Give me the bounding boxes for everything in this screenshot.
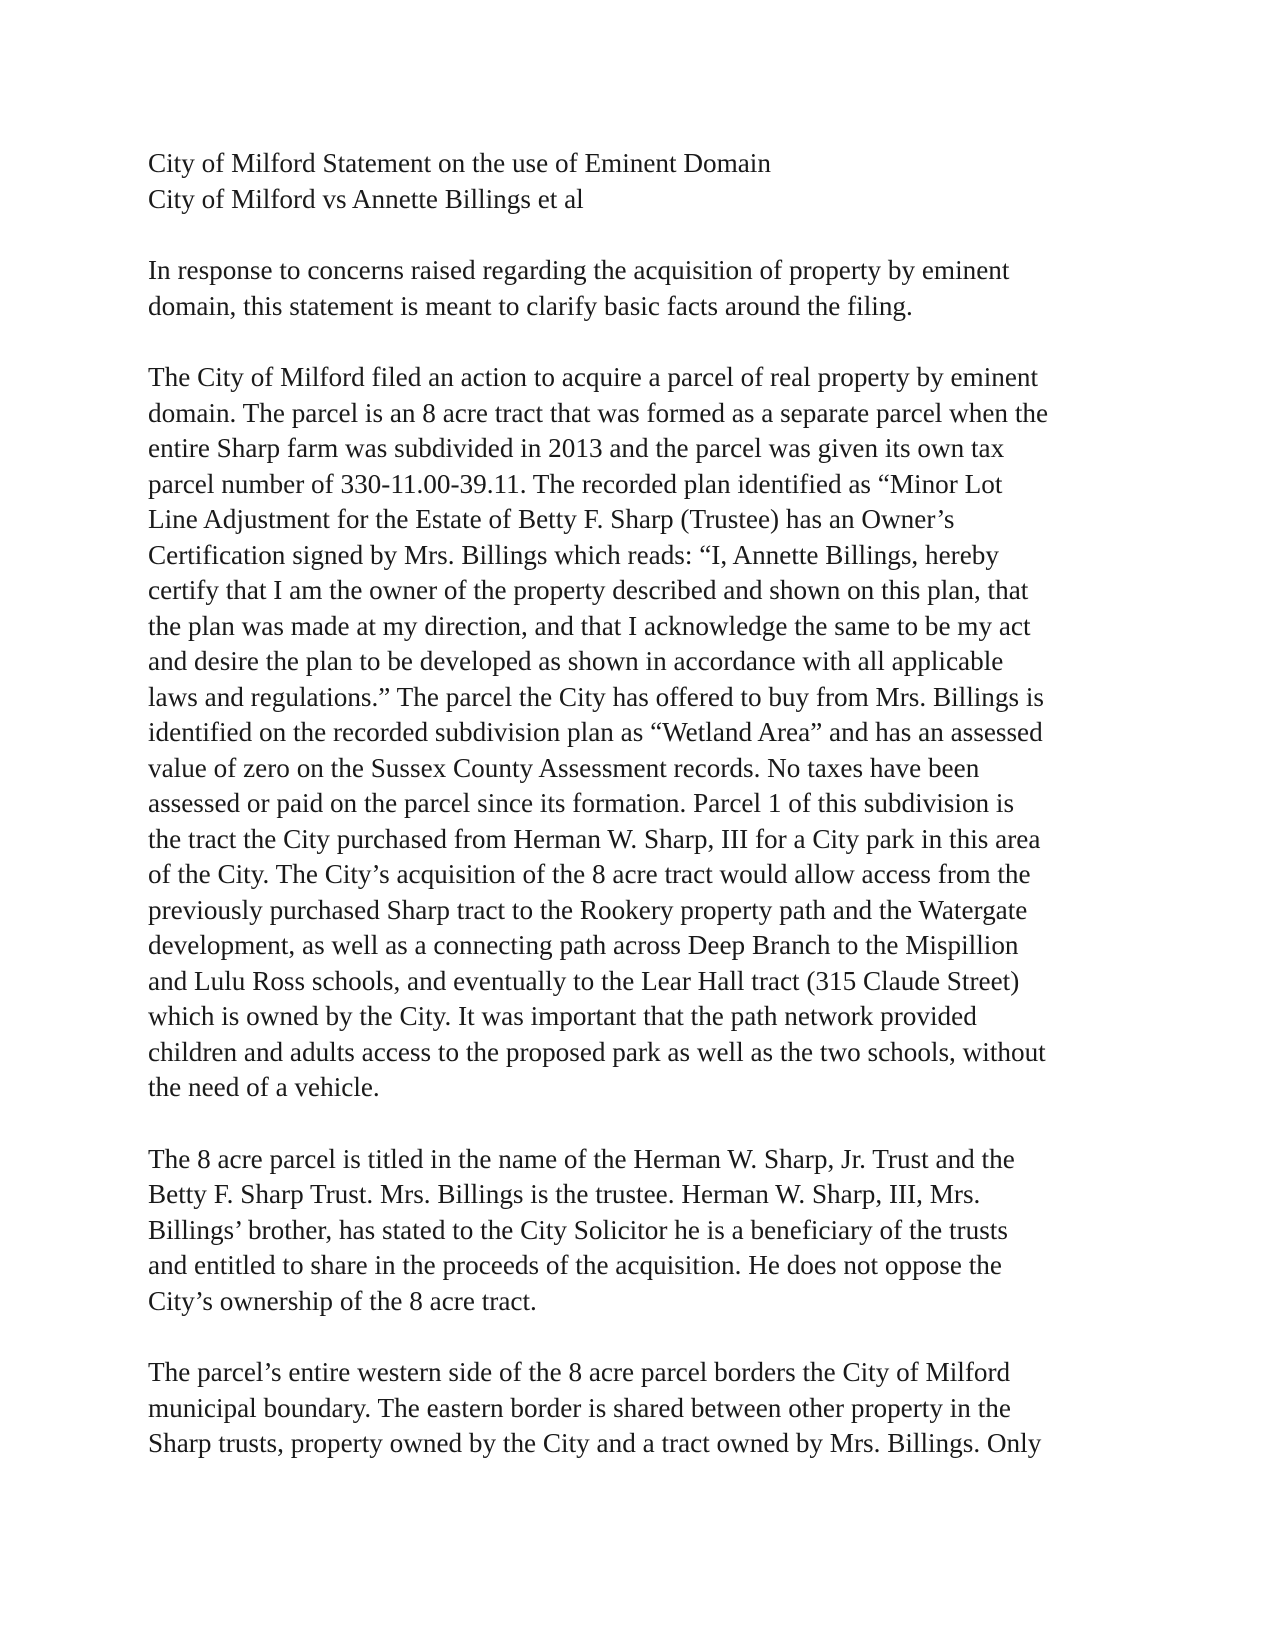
text-line: Certification signed by Mrs. Billings which reads: “I, Annette Billings, hereby <box>148 539 999 570</box>
text-line: Billings’ brother, has stated to the City Solicitor he is a beneficiary of the trusts <box>148 1214 1008 1245</box>
text-line: In response to concerns raised regarding the acquisition of property by eminent <box>148 255 1010 285</box>
text-line: municipal boundary. The eastern border is shared between other property in the <box>148 1392 1011 1423</box>
text-line: which is owned by the City. It was important that the path network provided <box>148 1001 977 1031</box>
paragraph-intro <box>148 253 1108 324</box>
document-body <box>148 146 1108 1498</box>
text-line: the tract the City purchased from Herman W. Sharp, III for a City park in this area <box>148 823 1041 854</box>
text-line: The parcel’s entire western side of the 8 acre parcel borders the City of Milford <box>148 1357 1011 1387</box>
text-line: value of zero on the Sussex County Assessment records. No taxes have been <box>148 752 980 783</box>
text-line: and Lulu Ross schools, and eventually to the Lear Hall tract (315 Claude Street) <box>148 965 1020 996</box>
text-line: The City of Milford filed an action to acquire a parcel of real property by eminent <box>148 362 1039 392</box>
text-line: development, as well as a connecting path across Deep Branch to the Mispillion <box>148 930 1019 960</box>
text-line: previously purchased Sharp tract to the Rookery property path and the Watergate <box>148 894 1028 925</box>
text-line: Sharp trusts, property owned by the City and a tract owned by Mrs. Billings. Only <box>148 1428 1042 1458</box>
text-line: and entitled to share in the proceeds of the acquisition. He does not oppose the <box>148 1250 1002 1280</box>
text-line: Line Adjustment for the Estate of Betty F. Sharp (Trustee) has an Owner’s <box>148 504 955 534</box>
text-line: parcel number of 330-11.00-39.11. The recorded plan identified as “Minor Lot <box>148 468 1003 499</box>
text-line: the need of a vehicle. <box>148 1072 380 1102</box>
text-line: laws and regulations.” The parcel the City has offered to buy from Mrs. Billings is <box>148 681 1045 712</box>
text-line: domain. The parcel is an 8 acre tract that was formed as a separate parcel when the <box>148 397 1049 428</box>
title-line-2: City of Milford vs Annette Billings et al <box>148 183 584 214</box>
text-line: City’s ownership of the 8 acre tract. <box>148 1285 537 1316</box>
text-line: children and adults access to the proposed park as well as the two schools, without <box>148 1036 1046 1067</box>
title-line-1: City of Milford Statement on the use of Eminent Domain <box>148 148 771 178</box>
text-line: certify that I am the owner of the property described and shown on this plan, that <box>148 575 1029 605</box>
text-line: assessed or paid on the parcel since its formation. Parcel 1 of this subdivision is <box>148 788 1015 818</box>
text-line: and desire the plan to be developed as shown in accordance with all applicable <box>148 646 1004 676</box>
text-line: entire Sharp farm was subdivided in 2013 and the parcel was given its own tax <box>148 433 1005 463</box>
paragraph-boundaries <box>148 1355 1108 1462</box>
text-line: of the City. The City’s acquisition of the 8 acre tract would allow access from the <box>148 859 1031 889</box>
text-line: the plan was made at my direction, and that I acknowledge the same to be my act <box>148 610 1031 641</box>
text-line: domain, this statement is meant to clarify basic facts around the filing. <box>148 290 913 321</box>
paragraph-title-trust <box>148 1142 1108 1320</box>
text-line: Betty F. Sharp Trust. Mrs. Billings is the trustee. Herman W. Sharp, III, Mrs. <box>148 1179 981 1209</box>
text-line: identified on the recorded subdivision plan as “Wetland Area” and has an assessed <box>148 717 1043 747</box>
text-line: The 8 acre parcel is titled in the name of the Herman W. Sharp, Jr. Trust and the <box>148 1143 1015 1174</box>
document-title <box>148 146 1108 217</box>
paragraph-filing <box>148 360 1108 1106</box>
